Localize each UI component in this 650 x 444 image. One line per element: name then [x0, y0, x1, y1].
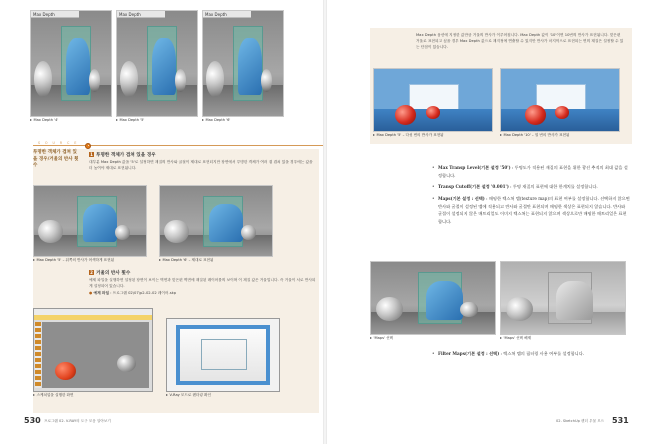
tip2-body: 예제 파일을 실행하면 설정된 장면이 보이는 벽면과 맞은편 벽면에 재질된 레이어를의 보이며 이 재질 값은 거울입니다. 즉 거울이 서로 반사되게 설정되어 있습니다. [89, 278, 316, 289]
bullet-max-transp-level: • Max Transp Level(기본 설정 '50') : 투명도가 적용된 재질의 표현을 위한 광선 추적의 최대 값을 설정합니다. [432, 165, 628, 178]
tip1-heading: 1 투명한 객체가 겹쳐 있을 경우 [90, 152, 156, 158]
caption-tip1-depth-5: Max Depth '5' – 뒤쪽의 반사가 어색하게 표현됨 [33, 258, 114, 263]
caption-triangle-icon [166, 394, 168, 396]
bullet-filter-maps: • Filter Maps(기본 설정 : 선택) : 텍스쳐 맵의 필터링 사용 여부를 설정합니다. [432, 351, 585, 356]
caption-triangle-icon [33, 259, 35, 261]
page-gutter [323, 0, 327, 444]
render-tip1-depth-5 [33, 185, 147, 257]
caption-triangle-icon [500, 134, 502, 136]
caption-max-depth-4: Max Depth '4' [30, 118, 58, 123]
render-toolbar: Max Depth [203, 11, 251, 18]
caption-corridor-depth-5: Max Depth '5' – 다섯 번의 반사가 표현됨 [373, 133, 444, 138]
caption-triangle-icon [33, 394, 35, 396]
bullet-dot-icon: • [432, 184, 435, 189]
render-corridor-depth-10 [500, 68, 620, 132]
caption-triangle-icon [500, 337, 502, 339]
tip-marker-icon [85, 143, 91, 149]
caption-triangle-icon [159, 259, 161, 261]
render-toolbar: Max Depth [117, 11, 165, 18]
screenshot-sketchup [33, 308, 153, 392]
tip2-file-label: 예제 파일 [93, 291, 110, 295]
tip1-body: 대부분 Max Depth 값을 '5'로 설정하면 재질의 반사와 굴절이 제대로 표현되지만 장면에서 투명한 객체가 여러 겹 겹쳐 있을 경우에는 값을 더 높여야 제대로 표현됩니다. [89, 160, 313, 171]
tip2-heading: 2 거울의 반사 횟수 [90, 270, 131, 276]
render-maps-off [500, 261, 626, 335]
caption-triangle-icon [373, 134, 375, 136]
caption-sketchup: 스케치업을 실행한 화면 [33, 393, 74, 398]
render-max-depth-6 [202, 10, 284, 117]
render-max-depth-4 [30, 10, 112, 117]
caption-triangle-icon [116, 119, 118, 121]
screenshot-vray [166, 318, 280, 392]
caption-tip1-depth-6: Max Depth '6' – 제대로 표현됨 [159, 258, 213, 263]
tip-divider-label: S O U R C E [38, 141, 79, 145]
render-maps-on [370, 261, 496, 335]
render-corridor-depth-5 [373, 68, 493, 132]
caption-triangle-icon [30, 119, 32, 121]
tip1-number-badge: 1 [90, 152, 93, 157]
caption-max-depth-6: Max Depth '6' [202, 118, 230, 123]
bullet-maps: • Maps(기본 설정 : 선택) : 매핑한 텍스쳐 맵(texture map)의 표현 여부를 설정합니다. 선택하지 않으면 반사와 굴절이 설정된 맵에 적용되고 반사와 굴절만 표현되며 매핑한 색상은 표현되지 않습니다. 반사와 굴절이 설정되지 않은 매트리얼도 이미지 텍스쳐는 표현되지 않으며 색상으로만 매핑한 매트리얼은 표현합니다. [432, 196, 630, 224]
render-toolbar: Max Depth [31, 11, 79, 18]
intro-text: Max Depth 옵션에 지정한 값만큼 거울의 반사가 이루어집니다. Max Depth 값이 '10'이면 10번의 반사가 표현됩니다. 맞은편 거울로 표현되고 싶을 경우 Max Depth 값으로 재지정에 연출할 수 있지만 반사가 마지막으로 표현되는 면의 재질은 설정할 수 있는 단점이 있습니다. [416, 33, 624, 50]
bullet-dot-icon: • [432, 351, 435, 356]
running-head-right: 02. SketchUp 렌더 우물 모으 [556, 419, 605, 423]
page-number-right: 531 [612, 416, 629, 425]
render-max-depth-5 [116, 10, 198, 117]
tip2-file-path: 프로그램 02\07\p2-02-02 레이어.skp [112, 291, 177, 295]
tip-divider-line [33, 145, 323, 146]
render-tip1-depth-6 [159, 185, 273, 257]
page-number-left: 530 [24, 416, 41, 425]
caption-maps-off: 'Maps' 선택 해제 [500, 336, 531, 341]
caption-vray: V-Ray 모드로 렌더링 확인 [166, 393, 211, 398]
tip-sidebar-title: 투명한 객체가 겹쳐 있을 경우/거울의 반사 횟수 [33, 150, 79, 168]
bullet-dot-icon: • [432, 196, 435, 201]
running-head-left: 프로그램 02. V-RAY의 도구 모음 알아보기 [44, 419, 111, 423]
caption-maps-on: 'Maps' 선택 [370, 336, 393, 341]
caption-max-depth-5: Max Depth '5' [116, 118, 144, 123]
caption-triangle-icon [202, 119, 204, 121]
bullet-transp-cutoff: • Transp Cutoff(기본 설정 '0.001') : 투명 재질의 표현에 대한 한계치를 설정합니다. [432, 184, 598, 189]
tip2-number-badge: 2 [90, 270, 93, 275]
caption-corridor-depth-10: Max Depth '10' – 열 번의 반사가 표현됨 [500, 133, 569, 138]
tip2-file-line: ● 예제 파일 : 프로그램 02\07\p2-02-02 레이어.skp [89, 291, 177, 295]
bullet-dot-icon: • [432, 165, 435, 170]
caption-triangle-icon [370, 337, 372, 339]
